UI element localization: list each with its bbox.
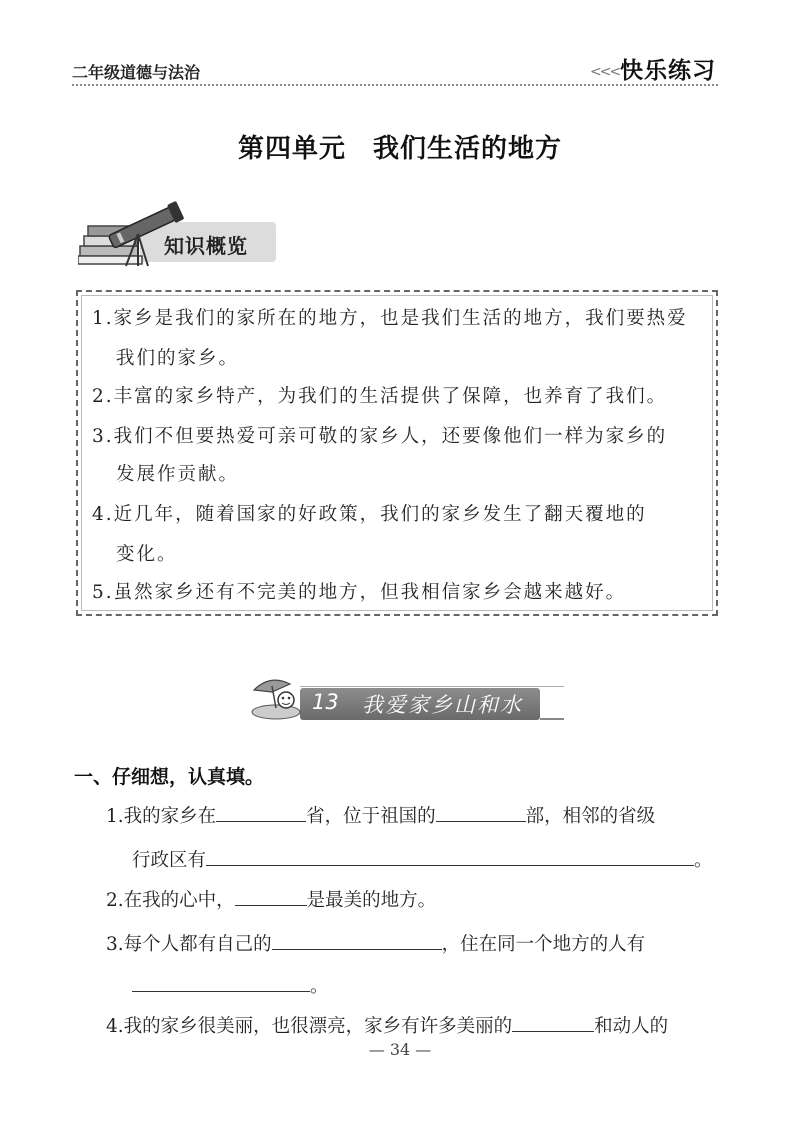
question-text: 1.我的家乡在 (106, 806, 217, 827)
knowledge-line: 变化。 (116, 544, 178, 565)
knowledge-badge-label: 知识概览 (164, 234, 248, 258)
answer-blank[interactable] (436, 805, 526, 822)
header-arrows: <<< (590, 64, 620, 80)
answer-blank[interactable] (132, 975, 310, 992)
lesson-badge-topline (300, 686, 564, 687)
knowledge-line: 2.丰富的家乡特产，为我们的生活提供了保障，也养育了我们。 (92, 386, 668, 407)
question-text: ，住在同一个地方的人有 (441, 934, 646, 955)
question-text: 和动人的 (594, 1016, 669, 1037)
unit-title: 第四单元 我们生活的地方 (237, 134, 562, 164)
lesson-badge-tail (540, 718, 564, 720)
question-text: 是最美的地方。 (306, 890, 437, 911)
question-text: 行政区有 (132, 850, 207, 871)
section-title: 一、仔细想，认真填。 (74, 766, 265, 788)
answer-blank[interactable] (206, 849, 694, 866)
question-1-line-2 (132, 846, 713, 872)
knowledge-line: 4.近几年，随着国家的好政策，我们的家乡发生了翻天覆地的 (92, 504, 647, 525)
question-text: 3.每个人都有自己的 (106, 934, 272, 955)
question-text: 省，位于祖国的 (306, 806, 436, 827)
question-text: 4.我的家乡很美丽，也很漂亮，家乡有许多美丽的 (106, 1016, 513, 1037)
knowledge-line: 发展作贡献。 (116, 464, 240, 485)
page-number: — 34 — (368, 1040, 432, 1059)
answer-blank[interactable] (235, 889, 307, 906)
header-series-title: 快乐练习 (620, 58, 716, 84)
knowledge-line: 5.虽然家乡还有不完美的地方，但我相信家乡会越来越好。 (92, 582, 627, 603)
knowledge-line: 1.家乡是我们的家所在的地方，也是我们生活的地方，我们要热爱 (92, 308, 688, 329)
question-2 (106, 886, 436, 912)
header-divider (72, 84, 718, 86)
header-subject: 二年级道德与法治 (72, 63, 201, 82)
lesson-title: 我爱家乡山和水 (362, 693, 523, 717)
knowledge-box (76, 290, 718, 616)
answer-blank[interactable] (272, 933, 442, 950)
question-3-line-2 (132, 972, 329, 998)
cartoon-umbrella-icon (246, 672, 306, 722)
answer-blank[interactable] (512, 1015, 594, 1032)
knowledge-line: 我们的家乡。 (116, 348, 240, 369)
question-3-line-1 (106, 930, 645, 956)
question-text: 。 (694, 850, 713, 871)
knowledge-line: 3.我们不但要热爱可亲可敬的家乡人，还要像他们一样为家乡的 (92, 426, 668, 447)
answer-blank[interactable] (216, 805, 306, 822)
lesson-number: 13 (312, 690, 339, 714)
question-text: 2.在我的心中， (106, 890, 235, 911)
question-4 (106, 1012, 668, 1038)
question-text: 。 (310, 976, 329, 997)
question-text: 部，相邻的省级 (525, 806, 656, 827)
question-1-line-1 (106, 802, 655, 828)
